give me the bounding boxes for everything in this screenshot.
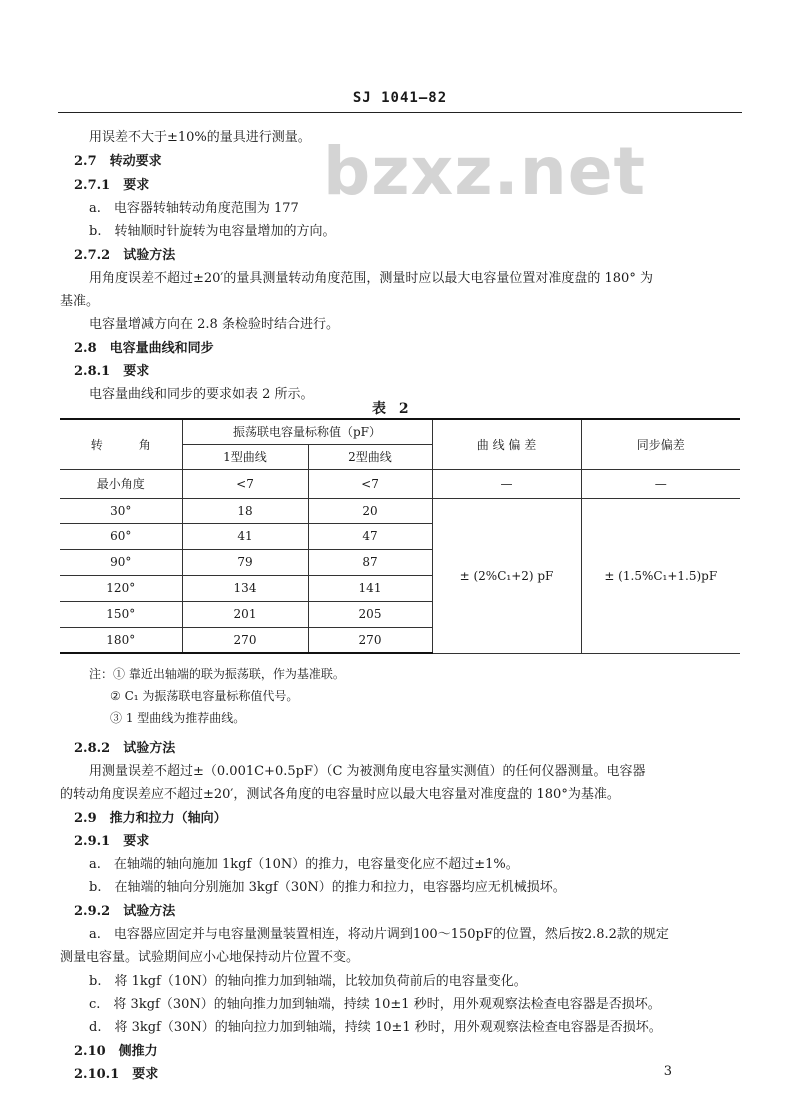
header-rule <box>58 112 742 113</box>
subsection-heading: 2.10.1 要求 <box>74 1067 159 1082</box>
section-heading: 2.8 电容量曲线和同步 <box>74 341 214 356</box>
page-number: 3 <box>663 1064 672 1079</box>
body-line: 电容量曲线和同步的要求如表 2 所示。 <box>89 387 314 402</box>
subsection-heading: 2.9.2 试验方法 <box>74 904 176 919</box>
section-heading: 2.7 转动要求 <box>74 154 162 169</box>
type1-cell: 270 <box>182 627 308 653</box>
type2-cell: 20 <box>308 498 432 523</box>
list-item: c. 将 3kgf（30N）的轴向推力加到轴端，持续 10±1 秒时，用外观观察法检查电容器是否损坏。 <box>89 997 661 1012</box>
type2-cell: <7 <box>308 469 432 498</box>
angle-cell: 180° <box>60 627 182 653</box>
list-item: d. 将 3kgf（30N）的轴向拉力加到轴端，持续 10±1 秒时，用外观观察法检查电容器是否损坏。 <box>89 1020 662 1035</box>
capacitance-table <box>60 418 740 654</box>
body-line: 电容量增减方向在 2.8 条检验时结合进行。 <box>89 317 339 332</box>
curve-dev-cell: — <box>432 469 581 498</box>
list-item: b. 在轴端的轴向分别施加 3kgf（30N）的推力和拉力，电容器均应无机械损坏。 <box>89 880 566 895</box>
type2-cell: 87 <box>308 549 432 575</box>
table-caption: 表 2 <box>372 401 413 417</box>
type1-cell: 41 <box>182 523 308 549</box>
table-note: ③ 1 型曲线为推荐曲线。 <box>110 711 246 725</box>
body-line: 的转动角度误差应不超过±20′，测试各角度的电容量时应以最大电容量对准度盘的 180°为基准。 <box>60 787 620 802</box>
type1-cell: <7 <box>182 469 308 498</box>
angle-cell: 120° <box>60 575 182 601</box>
type2-cell: 270 <box>308 627 432 653</box>
list-item: a. 在轴端的轴向施加 1kgf（10N）的推力，电容量变化应不超过±1%。 <box>89 857 519 872</box>
header-nominal-capacitance: 振荡联电容量标称值（pF） <box>182 419 432 444</box>
table-row <box>60 498 740 523</box>
subsection-heading: 2.7.2 试验方法 <box>74 248 176 263</box>
header-curve-deviation: 曲 线 偏 差 <box>432 419 581 469</box>
table-note: ② C₁ 为振荡联电容量标称值代号。 <box>110 689 299 703</box>
merged-curve-deviation: ± (2%C₁+2) pF <box>432 498 581 653</box>
type1-cell: 79 <box>182 549 308 575</box>
sync-dev-cell: — <box>581 469 740 498</box>
header-type2: 2型曲线 <box>308 444 432 469</box>
list-item: b. 将 1kgf（10N）的轴向推力加到轴端，比较加负荷前后的电容量变化。 <box>89 974 527 989</box>
angle-cell: 30° <box>60 498 182 523</box>
body-line: 基准。 <box>60 294 100 309</box>
table-row <box>60 469 740 498</box>
type2-cell: 47 <box>308 523 432 549</box>
subsection-heading: 2.8.1 要求 <box>74 364 150 379</box>
list-item: a. 电容器转轴转动角度范围为 177 <box>89 201 299 216</box>
subsection-heading: 2.8.2 试验方法 <box>74 741 176 756</box>
type1-cell: 134 <box>182 575 308 601</box>
subsection-heading: 2.7.1 要求 <box>74 178 150 193</box>
body-line: 用角度误差不超过±20′的量具测量转动角度范围，测量时应以最大电容量位置对准度盘的 180° 为 <box>89 271 653 286</box>
angle-cell: 最小角度 <box>60 469 182 498</box>
section-heading: 2.9 推力和拉力（轴向） <box>74 811 227 826</box>
merged-sync-deviation: ± (1.5%C₁+1.5)pF <box>581 498 740 653</box>
body-line: 用测量误差不超过±（0.001C+0.5pF）（C 为被测角度电容量实测值）的任何仪器测量。电容器 <box>89 764 646 779</box>
table-note: 注：① 靠近出轴端的联为振荡联，作为基准联。 <box>89 667 345 681</box>
type2-cell: 141 <box>308 575 432 601</box>
watermark: bzxz.net <box>323 133 647 210</box>
header-rotation: 转 角 <box>60 419 182 469</box>
document-code-header: SJ 1041—82 <box>352 90 448 106</box>
header-type1: 1型曲线 <box>182 444 308 469</box>
header-sync-deviation: 同步偏差 <box>581 419 740 469</box>
angle-cell: 60° <box>60 523 182 549</box>
body-line: 测量电容量。试验期间应小心地保持动片位置不变。 <box>60 950 360 965</box>
body-line: 用误差不大于±10%的量具进行测量。 <box>89 130 311 145</box>
angle-cell: 150° <box>60 601 182 627</box>
type1-cell: 201 <box>182 601 308 627</box>
type2-cell: 205 <box>308 601 432 627</box>
section-heading: 2.10 侧推力 <box>74 1044 158 1059</box>
type1-cell: 18 <box>182 498 308 523</box>
subsection-heading: 2.9.1 要求 <box>74 834 150 849</box>
angle-cell: 90° <box>60 549 182 575</box>
list-item: b. 转轴顺时针旋转为电容量增加的方向。 <box>89 224 336 239</box>
list-item: a. 电容器应固定并与电容量测量装置相连，将动片调到100～150pF的位置，然后按2.8.2款的规定 <box>89 927 669 942</box>
